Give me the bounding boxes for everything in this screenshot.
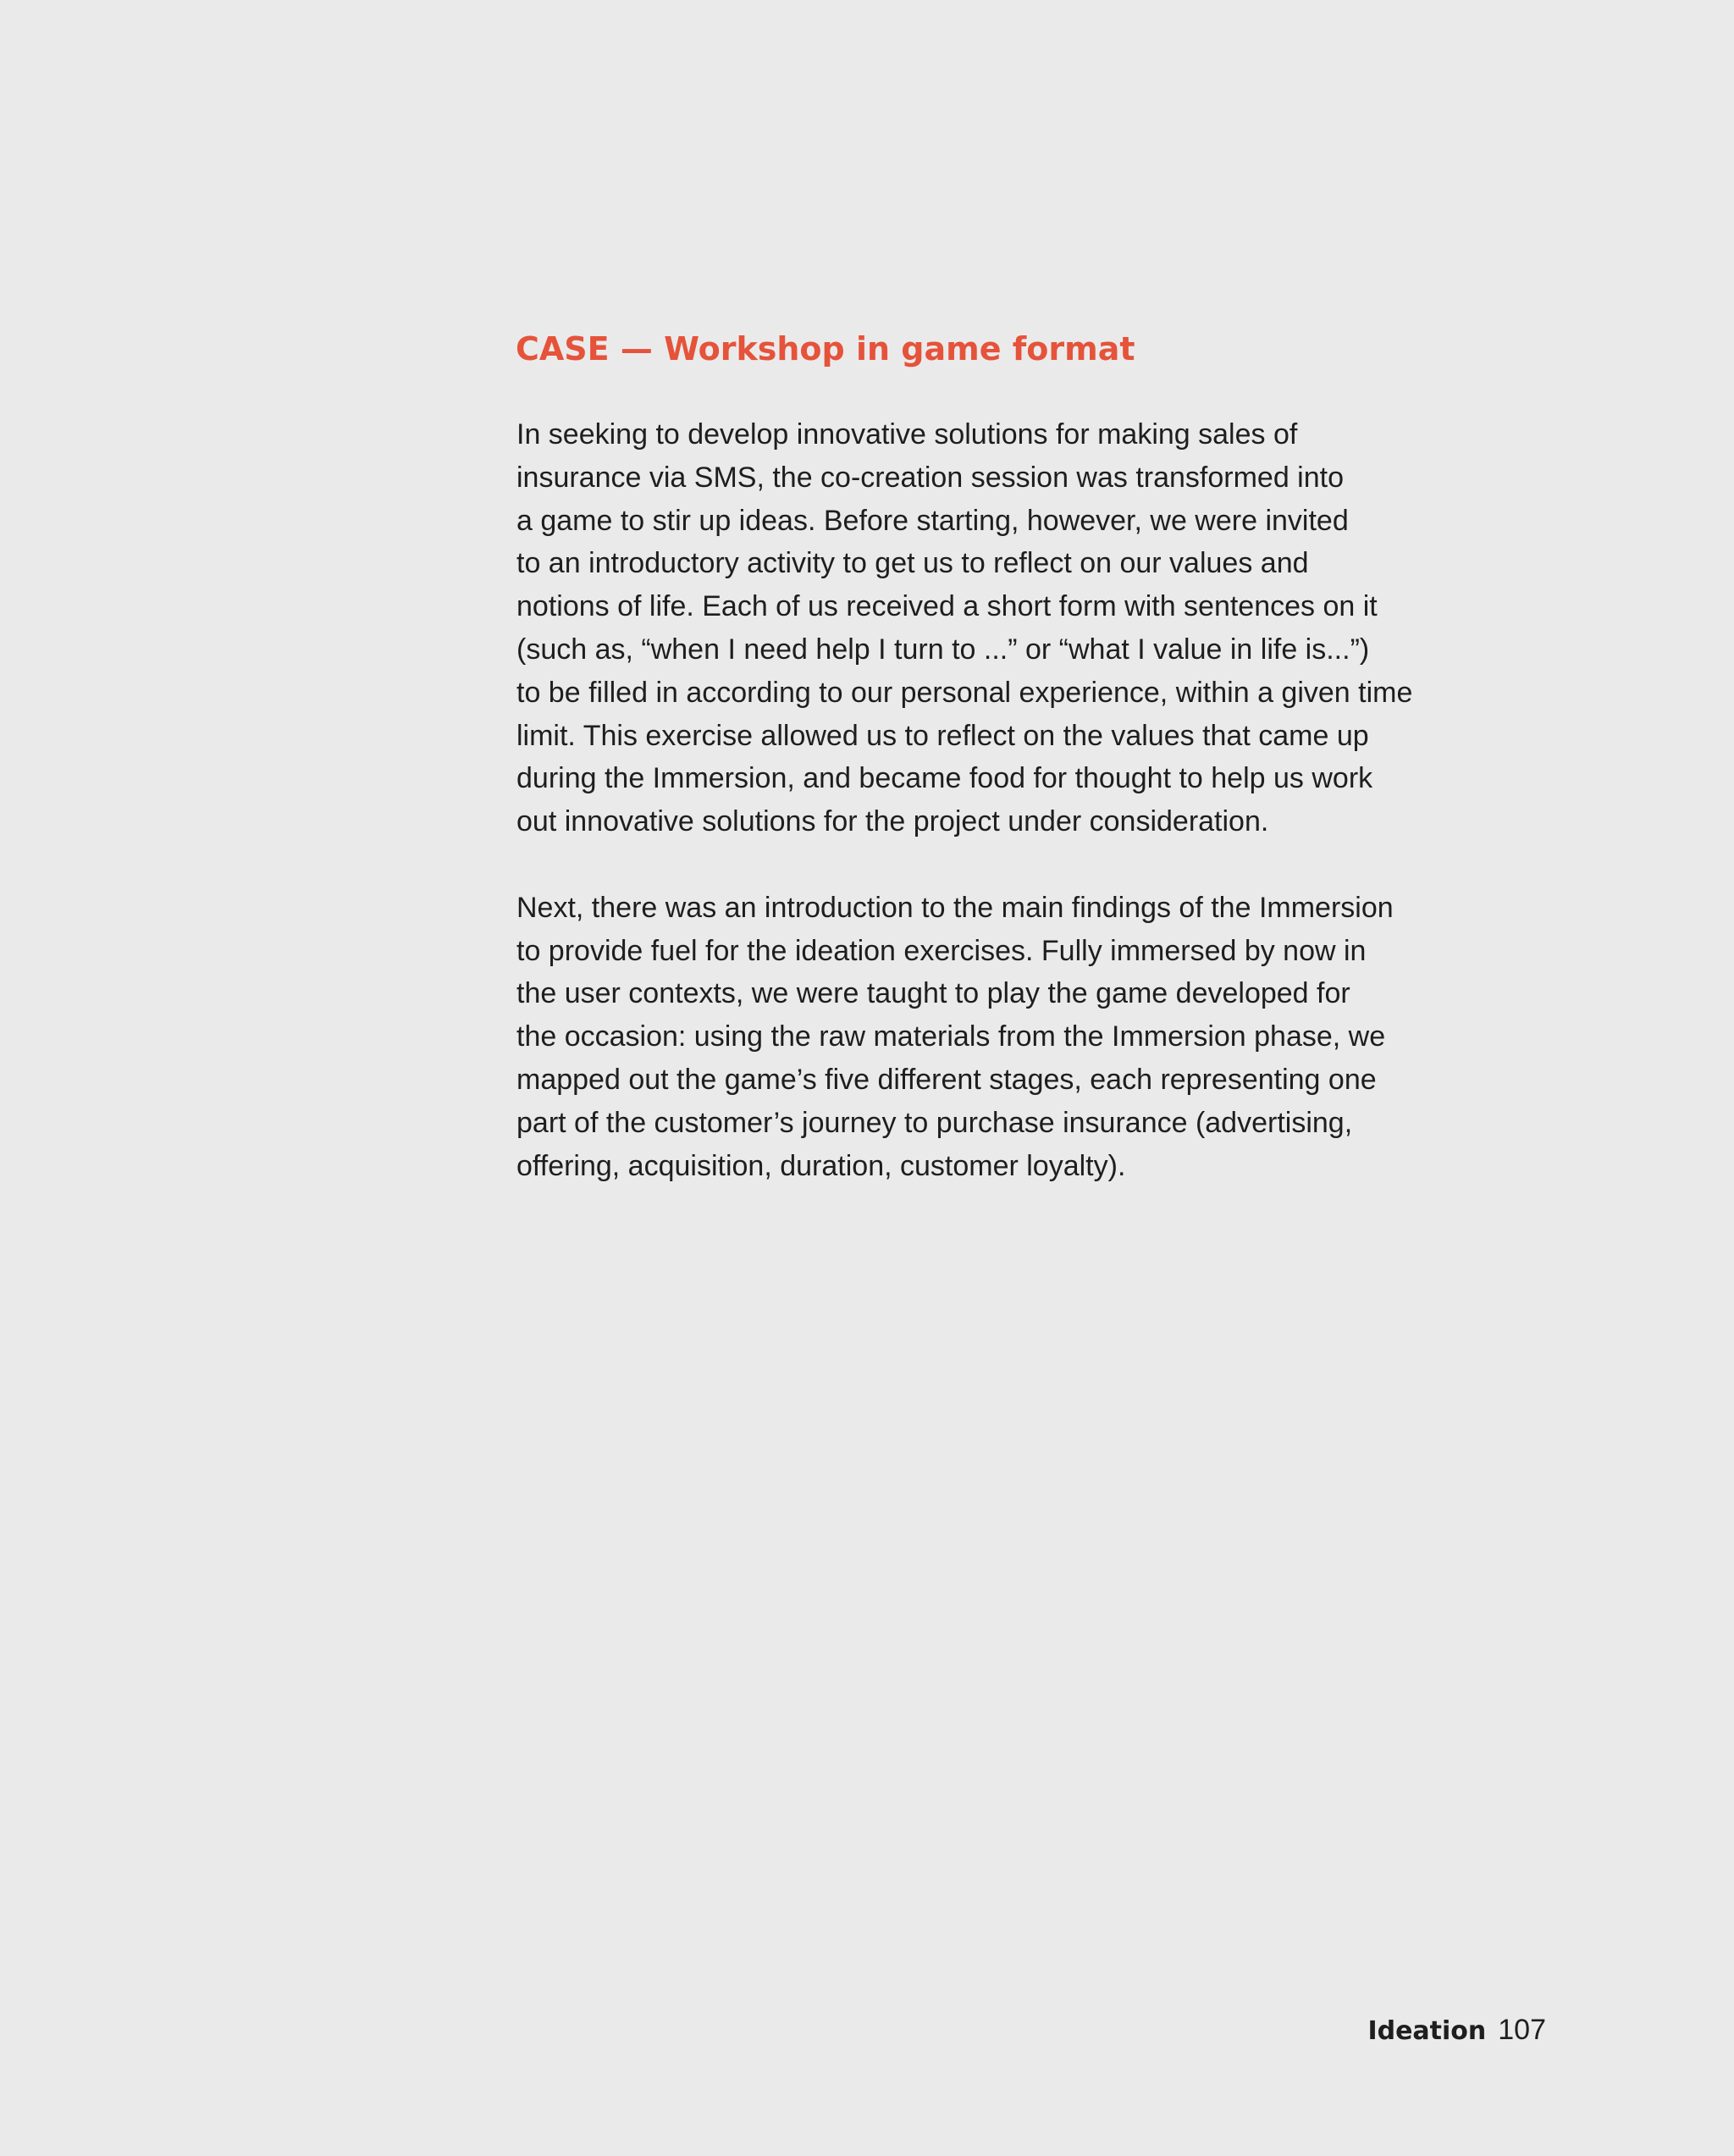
paragraph-1: [516, 413, 1456, 843]
text-line: mapped out the game’s five different stages, each representing one: [516, 1063, 1377, 1096]
paragraph-2: [516, 887, 1456, 1188]
text-line: the user contexts, we were taught to play the game developed for: [516, 977, 1350, 1010]
body-text: [516, 413, 1456, 1230]
page-number: 107: [1498, 2014, 1546, 2046]
text-line: to provide fuel for the ideation exercises. Fully immersed by now in: [516, 934, 1367, 967]
text-line: In seeking to develop innovative solutions for making sales of: [516, 418, 1298, 451]
text-line: during the Immersion, and became food for thought to help us work: [516, 762, 1373, 795]
text-line: limit. This exercise allowed us to reflect on the values that came up: [516, 719, 1369, 752]
text-line: part of the customer’s journey to purchase insurance (advertising,: [516, 1106, 1353, 1139]
section-name: Ideation: [1367, 2016, 1487, 2046]
text-line: out innovative solutions for the project under consideration.: [516, 805, 1269, 838]
text-line: to an introductory activity to get us to reflect on our values and: [516, 547, 1309, 580]
text-line: to be filled in according to our personal experience, within a given time: [516, 676, 1413, 709]
text-line: insurance via SMS, the co-creation session was transformed into: [516, 461, 1345, 494]
case-heading: CASE — Workshop in game format: [516, 330, 1135, 368]
text-line: (such as, “when I need help I turn to ...” or “what I value in life is...”): [516, 633, 1370, 666]
text-line: the occasion: using the raw materials from the Immersion phase, we: [516, 1020, 1386, 1053]
text-line: notions of life. Each of us received a short form with sentences on it: [516, 590, 1378, 623]
page-footer: [1367, 2011, 1546, 2050]
text-line: a game to stir up ideas. Before starting, however, we were invited: [516, 504, 1349, 537]
text-line: Next, there was an introduction to the main findings of the Immersion: [516, 891, 1394, 924]
text-line: offering, acquisition, duration, customer loyalty).: [516, 1149, 1126, 1182]
